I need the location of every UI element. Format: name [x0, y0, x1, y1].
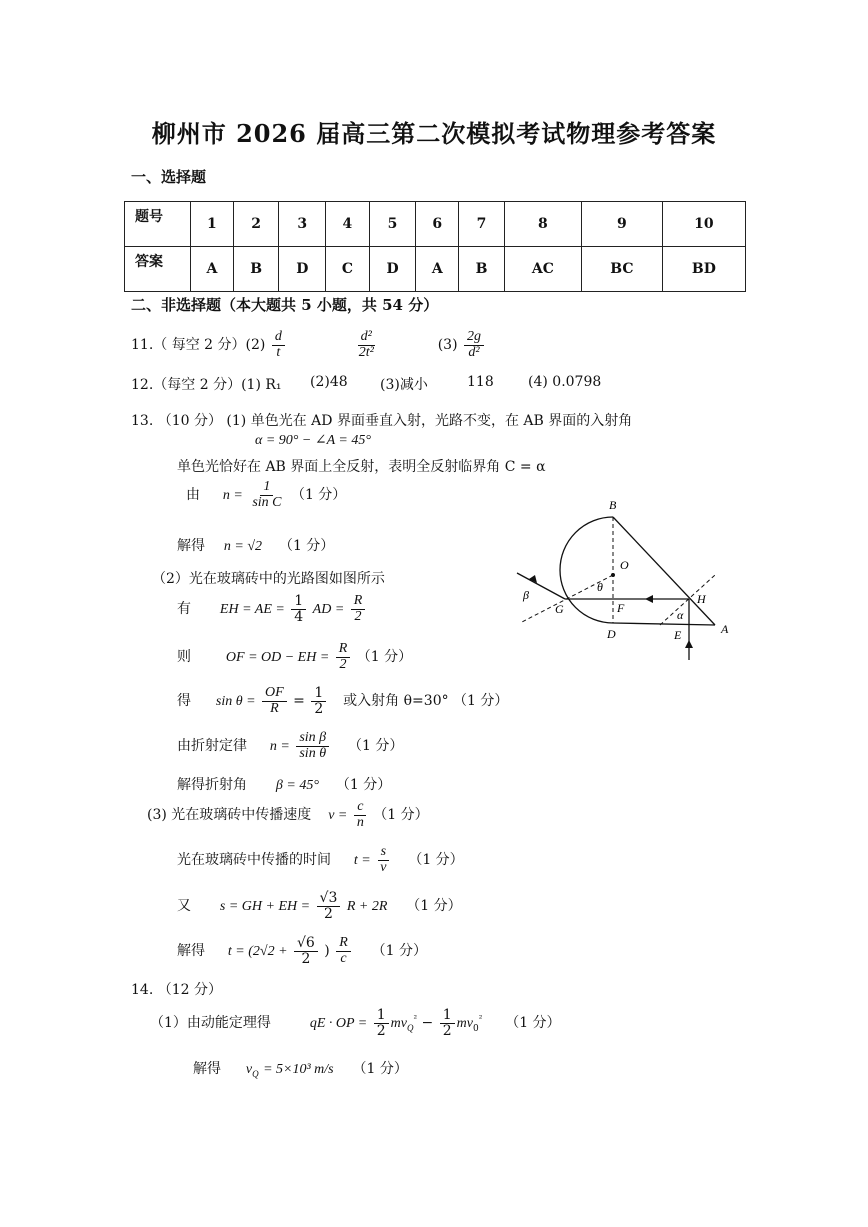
point-label: （1 分）: [373, 807, 429, 824]
fraction: [356, 330, 377, 360]
label-jiede: 解得: [177, 943, 205, 960]
formula: n =: [222, 488, 243, 504]
fraction: [317, 891, 341, 921]
fraction: [262, 686, 287, 716]
label-O: O: [620, 558, 629, 572]
formula: OF = OD − EH =: [225, 650, 330, 666]
table-cell: 9: [581, 202, 662, 247]
denominator: 2t²: [358, 344, 374, 360]
angle-note: 或入射角 θ=30° （1 分）: [343, 693, 509, 710]
numerator: 1: [260, 480, 273, 496]
equals: =: [293, 693, 305, 710]
label-part3: (3) 光在玻璃砖中传播速度: [147, 807, 312, 824]
formula: β = 45°: [275, 778, 319, 793]
q12-answer3: (3)减小: [380, 377, 428, 393]
formula: s = GH + EH =: [219, 899, 311, 915]
formula: R + 2R: [346, 899, 388, 915]
numerator: R: [351, 594, 366, 610]
fraction: [374, 1008, 389, 1038]
prism-edge-DA: [613, 623, 715, 625]
label-jiede: 解得: [193, 1061, 221, 1077]
point-label: （1 分）: [408, 852, 464, 869]
label-alpha: α: [677, 608, 684, 622]
point-label: （1 分）: [348, 738, 404, 755]
table-cell: B: [459, 247, 505, 292]
fraction: [354, 800, 367, 830]
formula: mv: [390, 1016, 407, 1032]
denominator: d²: [468, 344, 480, 360]
table-cell: 8: [504, 202, 581, 247]
table-cell: 7: [459, 202, 505, 247]
label-D: D: [607, 627, 616, 641]
formula: = 5×10³ m/s: [263, 1062, 334, 1077]
label-H: H: [697, 592, 706, 606]
superscript: ²: [413, 1014, 418, 1025]
row-label-number: 题号: [125, 202, 191, 247]
numerator: 1: [440, 1008, 455, 1024]
q13-part2: （2）光在玻璃砖中的光路图如图所示: [152, 571, 385, 587]
numerator: 1: [291, 594, 306, 610]
fraction: [440, 1008, 455, 1038]
denominator: 2: [314, 700, 324, 717]
q13-path-line: [177, 891, 462, 921]
table-cell: AC: [504, 247, 581, 292]
superscript: ²: [478, 1014, 483, 1025]
label-G: G: [555, 602, 564, 616]
optics-diagram: [505, 495, 745, 670]
q14-result-line: [193, 1058, 408, 1079]
denominator: sin C: [252, 494, 282, 510]
table-cell: BC: [581, 247, 662, 292]
denominator: 2: [301, 950, 311, 967]
label-you: 有: [177, 601, 191, 618]
q13-n-result: [177, 535, 334, 555]
q11-line: [131, 330, 486, 360]
formula: n = √2: [223, 539, 263, 554]
subscript: Q: [406, 1022, 414, 1033]
point-label: （1 分）: [356, 649, 413, 666]
q13-line1: 13. （10 分） (1) 单色光在 AD 界面垂直入射，光路不变，在 AB 界面的入射角: [131, 413, 633, 429]
point-label: （1 分）: [371, 943, 428, 960]
table-cell: D: [279, 247, 326, 292]
minus: −: [421, 1015, 434, 1032]
numerator: R: [336, 642, 351, 658]
fraction: [311, 686, 326, 716]
fraction: [291, 594, 306, 624]
label-you: 由: [186, 487, 200, 504]
formula: mv: [456, 1016, 473, 1032]
subscript: Q: [252, 1068, 259, 1079]
q11-prefix: 11.（ 每空 2 分）(2): [131, 337, 266, 354]
numerator: √3: [317, 891, 341, 907]
table-cell: 3: [279, 202, 326, 247]
label-law: 由折射定律: [177, 738, 247, 755]
numerator: √6: [294, 936, 318, 952]
fraction: [296, 731, 329, 761]
q14-heading: 14. （12 分）: [131, 982, 222, 998]
point-label: （1 分）: [290, 487, 347, 504]
denominator: n: [356, 814, 364, 830]
q12-prefix: 12.（每空 2 分）(1) R₁: [131, 377, 282, 393]
table-cell: 6: [416, 202, 459, 247]
formula: t = (2√2 +: [227, 944, 288, 960]
denominator: 2: [354, 608, 362, 624]
q13-beta-line: [177, 774, 391, 794]
denominator: 2: [376, 1022, 386, 1039]
numerator: 2g: [464, 330, 484, 346]
arrow-left-icon: [645, 595, 653, 603]
fraction: [294, 936, 318, 966]
point-label: （1 分）: [505, 1015, 561, 1032]
q13-of-line: [177, 642, 412, 672]
q13-time-line: [177, 845, 464, 875]
denominator: t: [276, 344, 281, 360]
numerator: d²: [358, 330, 375, 346]
q12-answer4: (4) 0.0798: [528, 374, 602, 390]
label-theta: θ: [597, 580, 603, 594]
label-B: B: [609, 498, 617, 512]
denominator: sin θ: [299, 745, 327, 761]
label-beta: β: [523, 588, 529, 602]
label-ze: 则: [177, 649, 191, 666]
section-choice-heading: 一、选择题: [131, 168, 207, 186]
numerator: 1: [311, 686, 326, 702]
label-time: 光在玻璃砖中传播的时间: [177, 852, 331, 869]
semicircle-arc: [560, 517, 613, 623]
answer-table: [124, 201, 746, 292]
numerator: sin β: [296, 731, 329, 747]
fraction: [377, 845, 389, 875]
numerator: R: [336, 936, 351, 952]
q13-t-result: [177, 936, 427, 966]
q13-snell-line: [177, 731, 403, 761]
fraction: [336, 642, 351, 672]
table-cell: 5: [369, 202, 416, 247]
fraction: [336, 936, 351, 966]
fraction: [249, 480, 284, 510]
q11-part3: (3): [437, 337, 458, 354]
q13-eh-line: [177, 594, 367, 624]
label-jiede: 解得: [177, 538, 205, 554]
denominator: 2: [324, 905, 333, 922]
row-label-answer: 答案: [125, 247, 191, 292]
fraction: [351, 594, 366, 624]
q13-alpha-eq: α = 90° − ∠A = 45°: [255, 433, 371, 448]
q13-sin-line: [177, 686, 508, 716]
q13-speed-line: [147, 800, 429, 830]
label-refraction: 解得折射角: [177, 777, 247, 793]
q12-answer3b: 118: [467, 374, 494, 390]
label-F: F: [617, 601, 625, 615]
table-cell: B: [233, 247, 279, 292]
q13-n-line: [186, 480, 346, 510]
formula: EH = AE =: [219, 602, 285, 618]
numerator: 1: [374, 1008, 389, 1024]
label-E: E: [674, 628, 682, 642]
table-cell: BD: [662, 247, 745, 292]
page-title: 柳州市 2026 届高三第二次模拟考试物理参考答案: [151, 119, 717, 148]
formula: v: [245, 1062, 253, 1077]
label-theorem: （1）由动能定理得: [150, 1015, 271, 1032]
denominator: 2: [442, 1022, 452, 1039]
numerator: c: [354, 800, 366, 816]
denominator: c: [340, 950, 347, 966]
table-cell: 2: [233, 202, 279, 247]
label-you: 又: [177, 898, 191, 915]
table-cell: A: [191, 247, 234, 292]
center-point: [611, 573, 615, 577]
denominator: v: [380, 859, 387, 875]
formula: AD =: [312, 602, 345, 618]
section-nonchoice-heading: 二、非选择题（本大题共 5 小题，共 54 分）: [131, 296, 439, 314]
numerator: s: [378, 845, 389, 861]
point-label: （1 分）: [406, 898, 462, 915]
formula: sin θ =: [215, 694, 256, 710]
table-row: [125, 202, 746, 247]
fraction: [272, 330, 285, 360]
denominator: 4: [294, 608, 304, 625]
table-cell: 10: [662, 202, 745, 247]
point-label: （1 分）: [352, 1061, 408, 1077]
q14-energy-line: [150, 1008, 561, 1038]
q12-answer2: (2)48: [310, 374, 348, 390]
q13-line3: 单色光恰好在 AB 界面上全反射，表明全反射临界角 C = α: [177, 459, 546, 475]
paren: ): [324, 943, 330, 960]
numerator: d: [272, 330, 285, 346]
formula: n =: [269, 739, 290, 755]
denominator: 2: [339, 656, 347, 672]
table-cell: A: [416, 247, 459, 292]
dashed-normal-H: [660, 575, 715, 625]
label-A: A: [721, 622, 729, 636]
table-cell: D: [369, 247, 416, 292]
denominator: R: [270, 700, 279, 716]
numerator: OF: [262, 686, 287, 702]
table-row: [125, 247, 746, 292]
table-cell: 1: [191, 202, 234, 247]
table-cell: 4: [326, 202, 370, 247]
point-label: （1 分）: [335, 777, 392, 793]
label-de: 得: [177, 693, 191, 710]
subscript: 0: [472, 1023, 479, 1034]
formula: qE · OP =: [309, 1016, 368, 1032]
table-cell: C: [326, 247, 370, 292]
point-label: （1 分）: [278, 538, 335, 554]
arrow-up-icon: [685, 640, 693, 648]
formula: v =: [328, 808, 348, 824]
formula: t =: [353, 853, 371, 869]
fraction: [464, 330, 484, 360]
